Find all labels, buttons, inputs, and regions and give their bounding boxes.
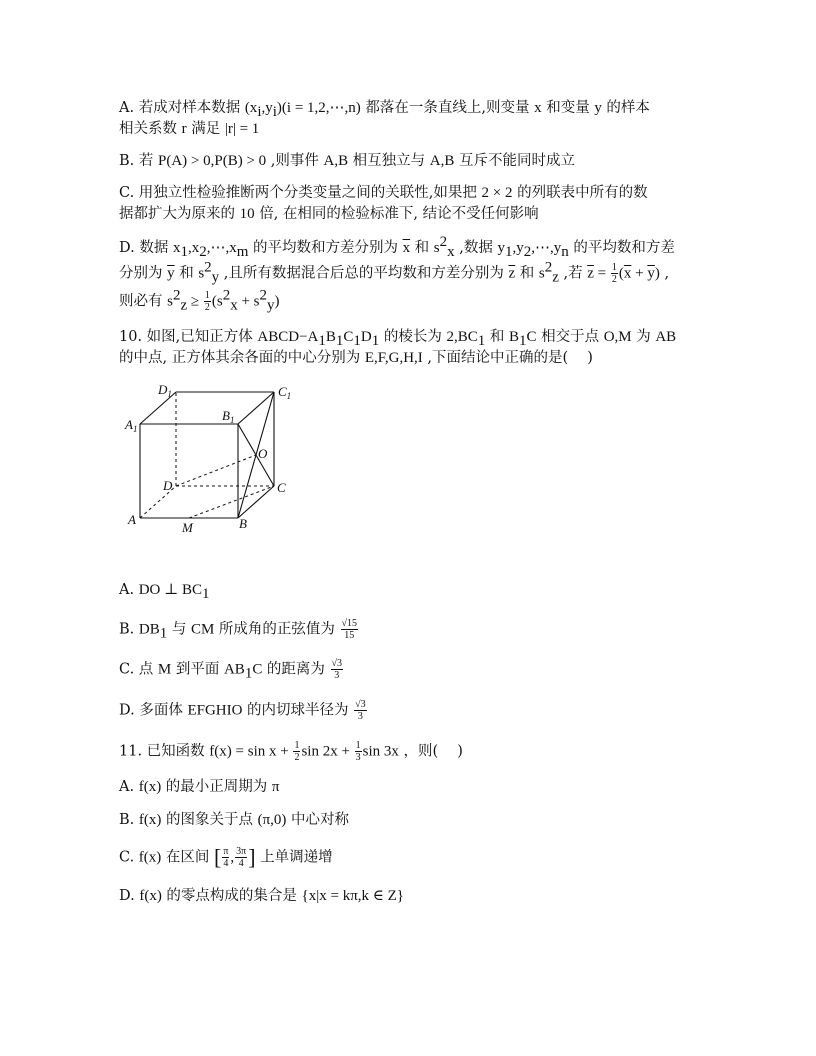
- math: ,⋯,x: [206, 240, 237, 256]
- math: 10: [239, 206, 255, 222]
- numerator: 1: [355, 740, 361, 751]
- math: x: [534, 100, 542, 116]
- subscript: 1: [504, 243, 513, 260]
- math-mean: $\overline{z}$: [508, 265, 516, 282]
- subscript: 1: [353, 332, 361, 349]
- q9-option-c-line2: [119, 204, 539, 224]
- math: 2,BC: [446, 329, 478, 345]
- label-c: C: [277, 480, 286, 495]
- subscript: y: [211, 269, 220, 286]
- math: ⊥: [160, 582, 182, 598]
- math: B: [325, 329, 336, 345]
- q10-stem-line1: [119, 327, 676, 347]
- math: ABCD−A: [257, 329, 319, 345]
- text: B. 若: [119, 153, 158, 169]
- superscript: 2: [259, 287, 267, 304]
- label-c1: $C_1$: [278, 384, 292, 401]
- math: D: [360, 329, 372, 345]
- denominator: 4: [223, 858, 229, 869]
- math: ): [654, 265, 660, 282]
- fraction-3pi-over-4: [235, 846, 247, 869]
- q10-option-b: [119, 618, 359, 641]
- fraction-half: [611, 262, 618, 285]
- subscript: n: [561, 243, 569, 260]
- text: ,下面结论中正确的是( ): [422, 350, 593, 366]
- denominator: 3: [357, 711, 363, 722]
- q9-option-d-line3: [119, 287, 280, 314]
- subscript: 2: [523, 243, 532, 260]
- fraction-sqrt3-over-3: [331, 658, 344, 681]
- fraction-sqrt3-over-3: [354, 699, 367, 722]
- label-d: D: [163, 478, 173, 493]
- math: ,x: [187, 240, 200, 256]
- text: 和: [485, 329, 509, 345]
- math: f(x): [138, 849, 162, 866]
- math: E,F,G,H,I: [364, 350, 423, 366]
- math: A,B: [429, 153, 455, 169]
- fraction-half: [204, 290, 211, 313]
- text: 互斥不能同时成立: [454, 153, 575, 169]
- math-mean: $\overline{z}$: [587, 265, 594, 282]
- subscript: 1: [180, 243, 188, 260]
- math: P(A) > 0,P(B) > 0: [157, 153, 267, 169]
- math-mean: $\overline{y}$: [167, 265, 175, 282]
- q9-option-a-line2: [119, 119, 259, 139]
- q10-stem-line2: [119, 348, 593, 368]
- denominator: 2: [611, 274, 617, 285]
- text: B.: [119, 621, 139, 638]
- text: 上单调递增: [255, 849, 333, 866]
- math: O,M: [603, 329, 632, 345]
- math: s: [433, 240, 440, 256]
- q9-option-c-line1: [119, 183, 648, 203]
- fraction-third: [355, 740, 362, 763]
- math: BC: [181, 582, 202, 598]
- text: 的棱长为: [379, 329, 447, 345]
- q11-option-b: [119, 810, 349, 830]
- math: sin 3x: [362, 743, 399, 760]
- math: (π,0): [257, 812, 287, 828]
- math: =: [593, 265, 610, 282]
- denominator: 2: [204, 302, 210, 313]
- math: DO: [138, 582, 161, 598]
- math: ): [274, 293, 280, 310]
- text: 都落在一条直线上,则变量: [360, 100, 535, 116]
- math: f(x): [139, 888, 162, 904]
- text: 11. 已知函数: [119, 743, 210, 760]
- subscript: 1: [518, 332, 527, 349]
- math: y: [594, 100, 602, 116]
- math: s: [167, 293, 173, 310]
- math: (s: [211, 293, 223, 310]
- text: 和变量: [541, 100, 595, 116]
- text: 为: [631, 329, 656, 345]
- text: 的零点构成的集合是: [161, 888, 302, 904]
- superscript: 2: [204, 259, 212, 276]
- text: 满足: [186, 121, 225, 137]
- math-mean: $\overline{x}$: [623, 265, 632, 282]
- text: 的样本: [601, 100, 650, 116]
- text: 相交于点: [536, 329, 604, 345]
- text: 的图象关于点: [161, 812, 258, 828]
- text: D. 数据: [119, 240, 173, 256]
- math: M: [157, 661, 172, 678]
- math: ,⋯,y: [531, 240, 562, 256]
- text: 和: [410, 240, 434, 256]
- text: A.: [119, 779, 139, 795]
- text: 中心对称: [286, 812, 350, 828]
- text: ,: [659, 265, 670, 282]
- numerator: 3π: [236, 846, 247, 857]
- text: 与: [167, 621, 191, 638]
- math: CM: [190, 621, 215, 638]
- superscript: 2: [172, 287, 181, 304]
- text: 10. 如图,已知正方体: [119, 329, 258, 345]
- math: B: [508, 329, 519, 345]
- text: 的距离为: [262, 661, 330, 678]
- text: ,则事件: [266, 153, 324, 169]
- text: 和: [174, 265, 199, 282]
- math: sin 2x +: [301, 743, 354, 760]
- numerator: √3: [331, 658, 343, 669]
- math: DB: [138, 621, 160, 638]
- subscript: i: [257, 103, 262, 120]
- math: 2 × 2: [481, 185, 513, 201]
- label-o: O: [258, 446, 268, 461]
- math-mean: $\overline{y}$: [647, 265, 655, 282]
- text: C. 用独立性检验推断两个分类变量之间的关联性,如果把: [119, 185, 482, 201]
- text: 所成角的正弦值为: [214, 621, 340, 638]
- q11-option-d: [119, 886, 404, 906]
- math: |r| = 1: [224, 121, 260, 137]
- text: 在区间: [161, 849, 215, 866]
- cube-figure: [118, 378, 308, 538]
- subscript: 2: [199, 243, 207, 260]
- text: 的平均数和方差: [568, 240, 675, 256]
- subscript: y: [267, 297, 275, 314]
- math: C: [526, 329, 537, 345]
- text: ,数据: [454, 240, 498, 256]
- math: A,B: [323, 153, 349, 169]
- math: y: [497, 240, 505, 256]
- subscript: 1: [371, 332, 380, 349]
- math: s: [538, 265, 545, 282]
- edge-b1c1: [238, 392, 274, 424]
- text: 和: [515, 265, 539, 282]
- math: AB: [223, 661, 245, 678]
- label-b: B: [239, 516, 247, 531]
- math: r: [181, 121, 187, 137]
- text: C. 点: [119, 661, 158, 678]
- label-b1: $B_1$: [222, 408, 235, 425]
- numerator: √15: [341, 618, 357, 629]
- label-a: A: [128, 512, 136, 527]
- text: 相关系数: [119, 121, 182, 137]
- q10-option-d: [119, 699, 368, 722]
- math: +: [631, 265, 648, 282]
- math: f(x): [138, 812, 162, 828]
- math: π: [271, 779, 280, 795]
- superscript: 2: [222, 287, 231, 304]
- text: C.: [119, 849, 139, 866]
- fraction-pi-over-4: [222, 846, 229, 869]
- superscript: 2: [439, 234, 448, 251]
- subscript: i: [272, 103, 277, 120]
- label-m: M: [182, 520, 193, 535]
- text: 的最小正周期为: [161, 779, 272, 795]
- edge-bc: [238, 486, 274, 518]
- math: f(x): [138, 779, 162, 795]
- text: 据都扩大为原来的: [119, 206, 240, 222]
- text: 倍, 在相同的检验标准下, 结论不受任何影响: [254, 206, 539, 222]
- text: ，则( ): [398, 743, 463, 760]
- math: x: [172, 240, 181, 256]
- math: C: [343, 329, 354, 345]
- denominator: 2: [294, 752, 300, 763]
- label-d1: $D_1$: [158, 382, 172, 399]
- subscript: 1: [159, 625, 168, 642]
- text: 的平均数和方差分别为: [248, 240, 403, 256]
- hidden-segment-do: [176, 455, 256, 486]
- denominator: 4: [238, 858, 244, 869]
- math: ≥: [187, 293, 203, 310]
- denominator: 15: [344, 630, 355, 641]
- q11-stem: [119, 740, 463, 763]
- math: C: [252, 661, 263, 678]
- subscript: z: [552, 269, 559, 286]
- subscript: 1: [202, 585, 210, 602]
- text: 分别为: [119, 265, 168, 282]
- q9-option-d-line2: [119, 259, 670, 286]
- text: D. 多面体: [119, 702, 188, 719]
- math: ,y: [512, 240, 524, 256]
- math: ,: [230, 849, 235, 866]
- q10-option-a: [119, 580, 210, 600]
- numerator: π: [223, 846, 229, 857]
- subscript: z: [180, 297, 188, 314]
- text: A. 若成对样本数据: [119, 100, 245, 116]
- label-a1: $A_1$: [125, 417, 138, 434]
- subscript: x: [447, 243, 455, 260]
- text: A.: [119, 582, 139, 598]
- q9-option-d-line1: [119, 234, 675, 260]
- math: )(i = 1,2,⋯,n): [276, 100, 361, 116]
- subscript: 1: [477, 332, 486, 349]
- subscript: 1: [318, 332, 326, 349]
- hidden-segment-mc: [189, 486, 274, 518]
- math: {x|x = kπ,k ∈ Z}: [301, 888, 404, 904]
- superscript: 2: [544, 259, 553, 276]
- denominator: 3: [355, 752, 361, 763]
- math: ,y: [261, 100, 273, 116]
- q11-option-a: [119, 777, 280, 797]
- fraction-half: [293, 740, 300, 763]
- numerator: 1: [294, 740, 300, 751]
- q9-option-b: [119, 151, 575, 171]
- math: f(x) = sin x +: [209, 743, 293, 760]
- math: (x: [244, 100, 258, 116]
- text: 相互独立与: [348, 153, 430, 169]
- text: 的中点, 正方体其余各面的中心分别为: [119, 350, 365, 366]
- math: s: [198, 265, 205, 282]
- text: ,且所有数据混合后总的平均数和方差分别为: [219, 265, 509, 282]
- text: B.: [119, 812, 139, 828]
- math: EFGHIO: [187, 702, 243, 719]
- text: 的列联表中所有的数: [512, 185, 648, 201]
- subscript: m: [236, 243, 249, 260]
- q9-option-a-line1: [119, 98, 650, 118]
- numerator: 1: [204, 290, 210, 301]
- text: 的内切球半径为: [242, 702, 354, 719]
- math: (: [618, 265, 624, 282]
- text: D.: [119, 888, 140, 904]
- subscript: x: [230, 297, 238, 314]
- text: 到平面: [171, 661, 224, 678]
- math: AB: [655, 329, 677, 345]
- numerator: √3: [355, 699, 366, 710]
- text: 则必有: [119, 293, 168, 310]
- denominator: 3: [334, 670, 340, 681]
- bracket-right: ]: [248, 844, 256, 870]
- math: + s: [237, 293, 260, 310]
- q11-option-c: [119, 846, 333, 869]
- numerator: 1: [611, 262, 617, 273]
- q10-option-c: [119, 658, 344, 681]
- bracket-left: [: [214, 844, 222, 870]
- math-mean: $\overline{x}$: [402, 240, 411, 256]
- text: ,若: [558, 265, 588, 282]
- subscript: 1: [335, 332, 344, 349]
- fraction-sqrt15-over-15: [341, 618, 359, 641]
- subscript: 1: [244, 665, 253, 682]
